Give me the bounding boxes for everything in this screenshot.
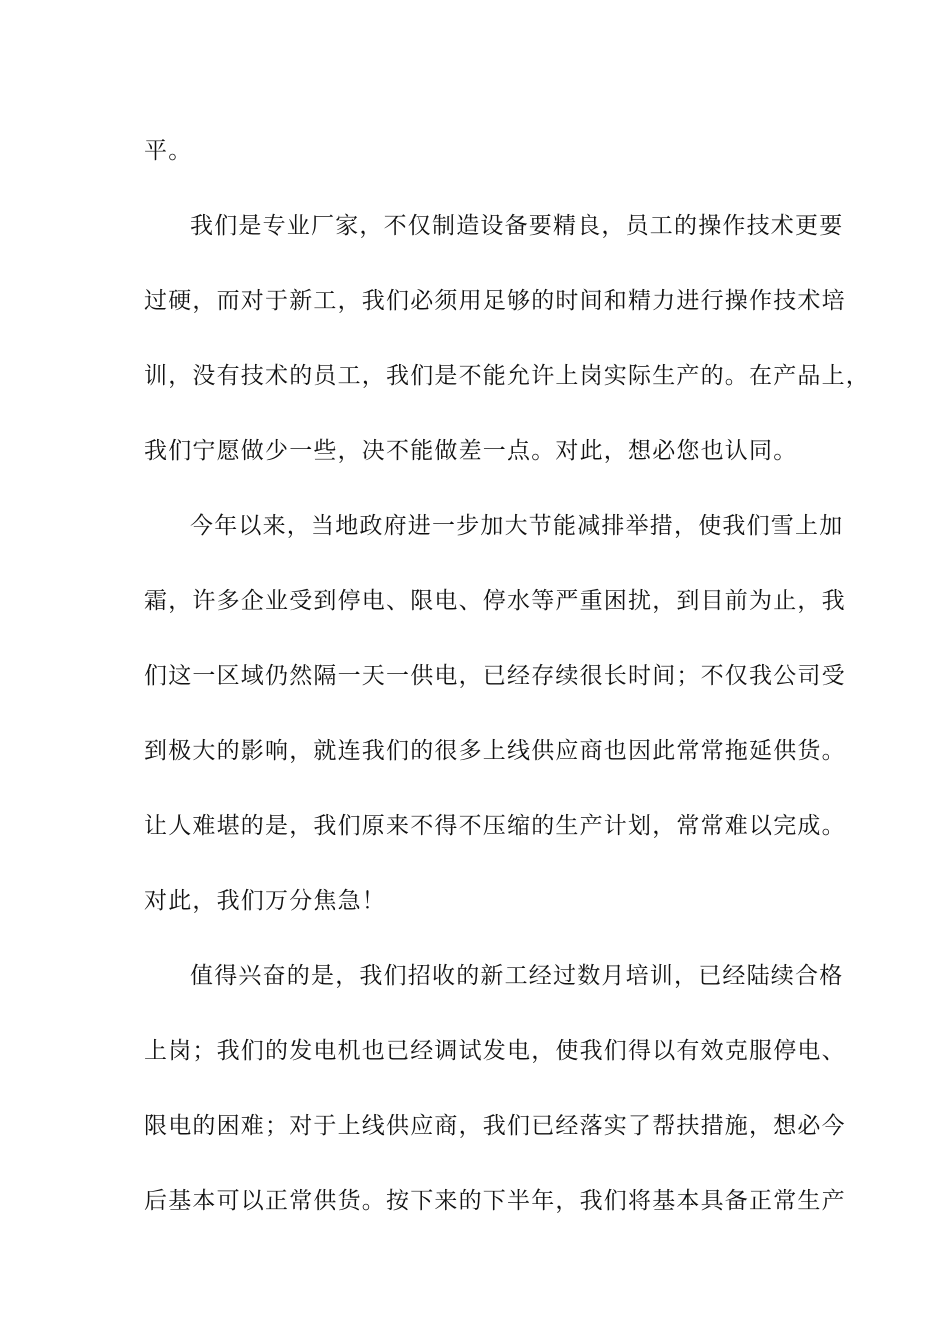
text-line: 对此，我们万分焦急！ [144, 888, 386, 914]
paragraph-first-line: 我们是专业厂家，不仅制造设备要精良，员工的操作技术更要 [190, 213, 844, 239]
paragraph-first-line: 值得兴奋的是，我们招收的新工经过数月培训，已经陆续合格 [190, 963, 844, 989]
text-line: 限电的困难；对于上线供应商，我们已经落实了帮扶措施，想必今 [144, 1113, 846, 1139]
paragraph-first-line: 今年以来，当地政府进一步加大节能减排举措，使我们雪上加 [190, 513, 844, 539]
text-line: 平。 [144, 138, 193, 164]
text-line: 上岗；我们的发电机也已经调试发电，使我们得以有效克服停电、 [144, 1038, 846, 1064]
text-line: 过硬，而对于新工，我们必须用足够的时间和精力进行操作技术培 [144, 288, 846, 314]
text-line: 们这一区域仍然隔一天一供电，已经存续很长时间；不仅我公司受 [144, 663, 846, 689]
text-line: 我们宁愿做少一些，决不能做差一点。对此，想必您也认同。 [144, 438, 798, 464]
text-line: 后基本可以正常供货。按下来的下半年，我们将基本具备正常生产 [144, 1188, 846, 1214]
text-line: 训，没有技术的员工，我们是不能允许上岗实际生产的。在产品上， [144, 363, 870, 389]
text-line: 霜，许多企业受到停电、限电、停水等严重困扰，到目前为止，我 [144, 588, 846, 614]
text-line: 到极大的影响，就连我们的很多上线供应商也因此常常拖延供货。 [144, 738, 846, 764]
text-line: 让人难堪的是，我们原来不得不压缩的生产计划，常常难以完成。 [144, 813, 846, 839]
